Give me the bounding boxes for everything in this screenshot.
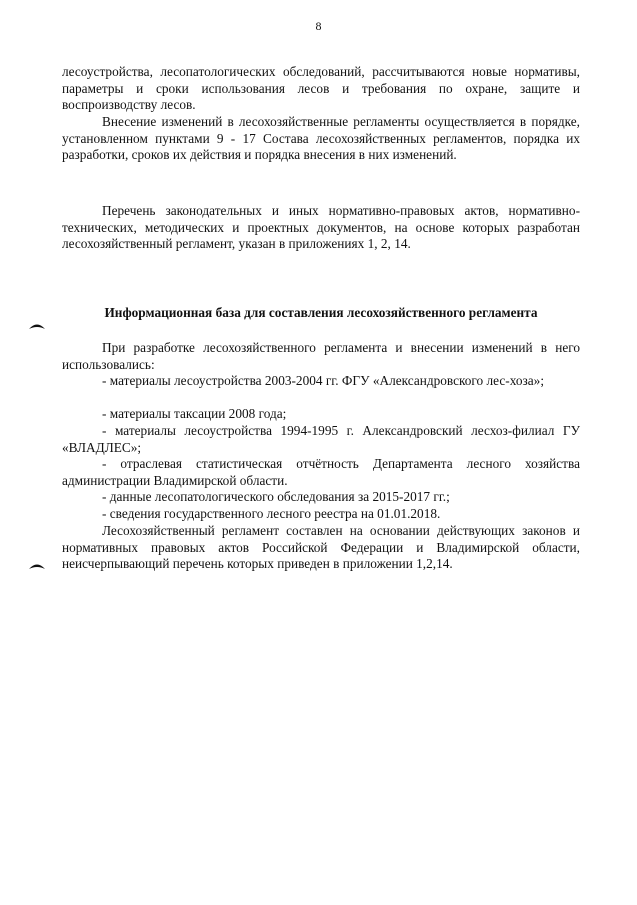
hole-punch-mark-bottom — [28, 562, 46, 570]
list-item-forest-inventory-1994: - материалы лесоустройства 1994-1995 г. Александровский лесхоз-филиал ГУ «ВЛАДЛЕС»; — [62, 423, 580, 455]
paragraph-continuation: лесоустройства, лесопатологических обследований, рассчитываются новые нормативы, параметры и сроки использования лесов и требования по охране, защите и воспроизводству лесов. — [62, 64, 580, 112]
paragraph-legal-acts: Перечень законодательных и иных нормативно-правовых актов, нормативно-технических, методических и проектных документов, на основе которых разработан лесохозяйственный регламент, указан в приложениях 1, 2, 14. — [62, 203, 580, 251]
hole-punch-mark-top — [28, 322, 46, 330]
page-number: 8 — [315, 19, 322, 33]
paragraph-sources-intro: При разработке лесохозяйственного регламента и внесении изменений в него использовались: — [62, 340, 580, 372]
paragraph-amendments: Внесение изменений в лесохозяйственные регламенты осуществляется в порядке, установленном пунктами 9 - 17 Состава лесохозяйственных регламентов, порядка их разработки, сроков их действия и порядка внесения в них изменений. — [62, 114, 580, 162]
section-heading: Информационная база для составления лесохозяйственного регламента — [104, 305, 538, 320]
list-item-forest-inventory-2003: - материалы лесоустройства 2003-2004 гг. ФГУ «Александровского лес-хоза»; — [102, 373, 545, 388]
list-item-forest-registry: - сведения государственного лесного реестра на 01.01.2018. — [102, 506, 441, 521]
list-item-statistics: - отраслевая статистическая отчётность Департамента лесного хозяйства администрации Владимирской области. — [62, 456, 580, 488]
list-item-pathology-survey: - данные лесопатологического обследования за 2015-2017 гг.; — [102, 489, 450, 504]
paragraph-basis: Лесохозяйственный регламент составлен на основании действующих законов и нормативных правовых актов Российской Федерации и Владимирской области, неисчерпывающий перечень которых приведен в приложении 1,2,14. — [62, 523, 580, 571]
list-item-taxation-2008: - материалы таксации 2008 года; — [102, 406, 287, 421]
